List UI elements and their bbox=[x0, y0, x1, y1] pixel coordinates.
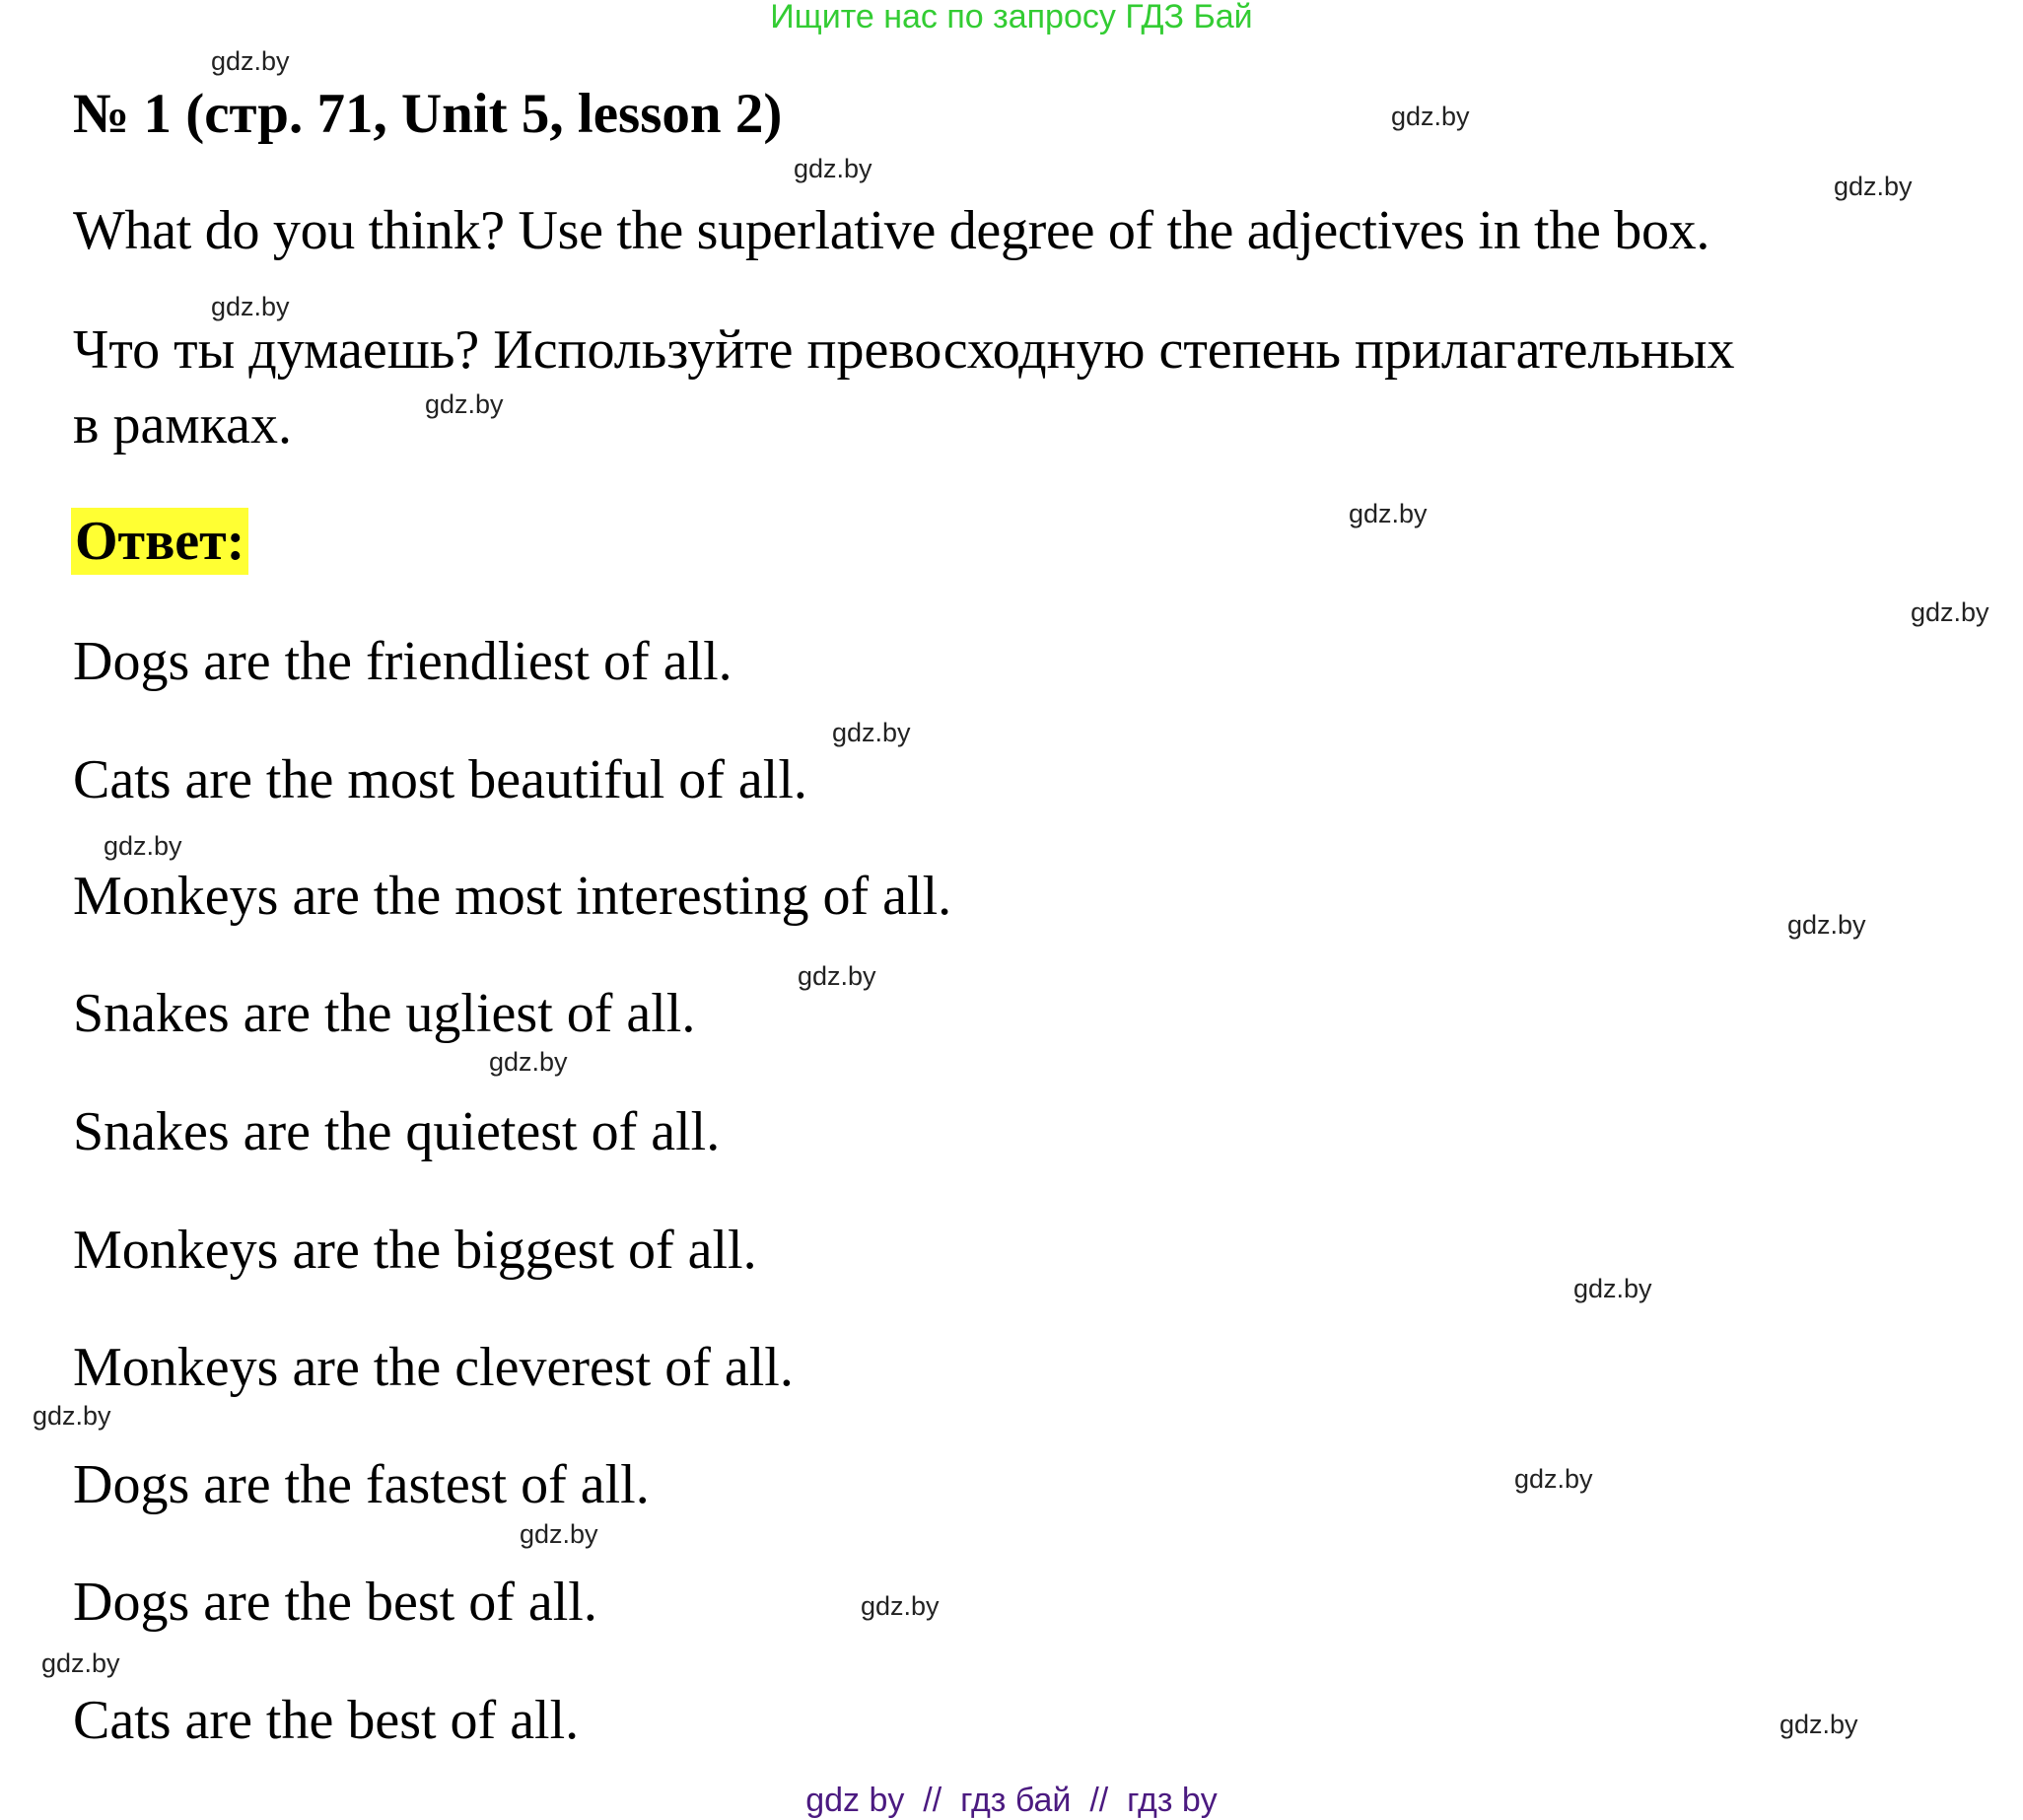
exercise-title: № 1 (стр. 71, Unit 5, lesson 2) bbox=[73, 83, 783, 145]
answer-line: Cats are the best of all. bbox=[73, 1690, 580, 1751]
watermark: gdz.by bbox=[794, 154, 872, 183]
answer-line: Snakes are the ugliest of all. bbox=[73, 983, 696, 1044]
watermark: gdz.by bbox=[798, 961, 876, 991]
answer-line: Monkeys are the cleverest of all. bbox=[73, 1337, 794, 1398]
answer-line: Snakes are the quietest of all. bbox=[73, 1101, 721, 1162]
watermark: gdz.by bbox=[1349, 499, 1428, 528]
watermark: gdz.by bbox=[33, 1401, 111, 1431]
task-russian-line-1: Что ты думаешь? Используйте превосходную степень прилагательных bbox=[73, 319, 1735, 381]
answer-line: Monkeys are the biggest of all. bbox=[73, 1220, 757, 1281]
answer-line: Dogs are the friendliest of all. bbox=[73, 631, 732, 692]
answer-line: Monkeys are the most interesting of all. bbox=[73, 866, 952, 927]
watermark: gdz.by bbox=[211, 292, 290, 321]
answer-line: Cats are the most beautiful of all. bbox=[73, 749, 807, 810]
watermark: gdz.by bbox=[1573, 1274, 1652, 1303]
watermark: gdz.by bbox=[489, 1047, 568, 1077]
answer-label: Ответ: bbox=[71, 508, 248, 575]
watermark: gdz.by bbox=[211, 46, 290, 76]
watermark: gdz.by bbox=[1787, 910, 1866, 940]
task-english: What do you think? Use the superlative degree of the adjectives in the box. bbox=[73, 200, 1710, 261]
answer-line: Dogs are the fastest of all. bbox=[73, 1454, 650, 1515]
task-russian-line-2: в рамках. bbox=[73, 394, 292, 455]
watermark: gdz.by bbox=[861, 1591, 940, 1621]
watermark: gdz.by bbox=[1834, 172, 1913, 201]
watermark: gdz.by bbox=[1514, 1464, 1593, 1494]
watermark: gdz.by bbox=[41, 1648, 120, 1678]
watermark: gdz.by bbox=[832, 718, 911, 747]
watermark: gdz.by bbox=[1779, 1710, 1858, 1739]
watermark: gdz.by bbox=[520, 1519, 598, 1549]
watermark: gdz.by bbox=[425, 389, 504, 419]
watermark: gdz.by bbox=[1911, 597, 1989, 627]
footer-links[interactable]: gdz by // гдз бай // гдз by bbox=[805, 1782, 1218, 1819]
search-banner: Ищите нас по запросу ГДЗ Бай bbox=[770, 0, 1253, 35]
answer-line: Dogs are the best of all. bbox=[73, 1572, 597, 1633]
watermark: gdz.by bbox=[1391, 102, 1470, 131]
watermark: gdz.by bbox=[104, 831, 182, 861]
